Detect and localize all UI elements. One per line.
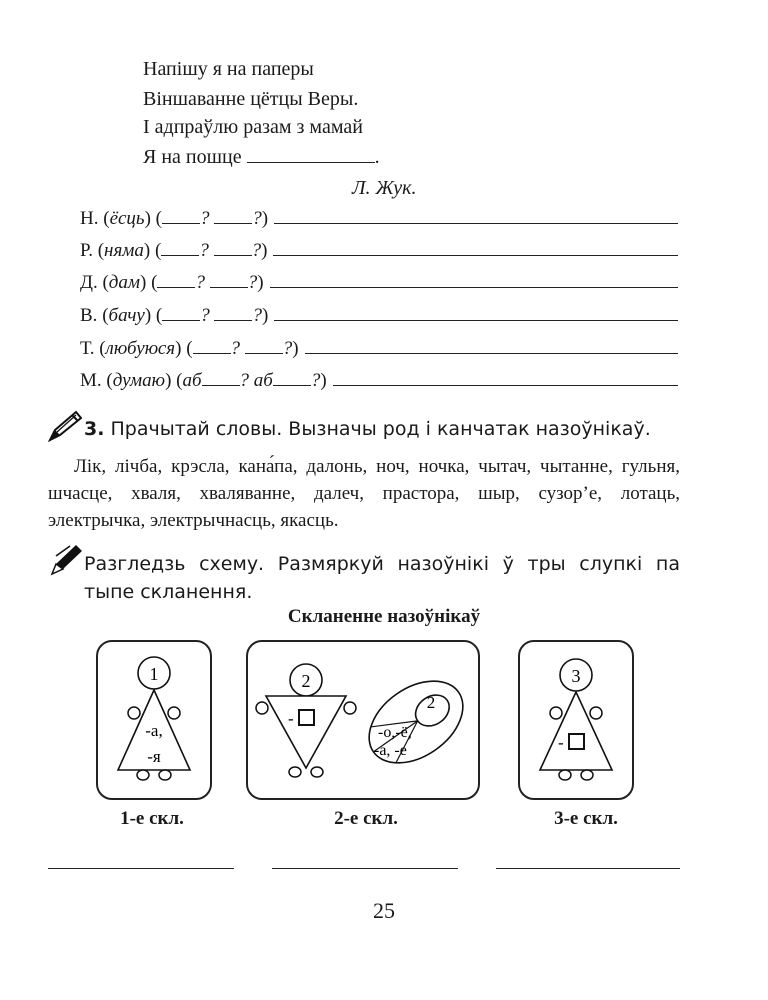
question-blank[interactable]	[162, 306, 200, 321]
case-helper-word: думаю	[112, 370, 166, 391]
poem-line-4	[143, 146, 380, 169]
task-3-number: 3.	[84, 418, 105, 440]
case-helper-word: ёсць	[109, 208, 145, 229]
question-blank[interactable]	[245, 339, 283, 354]
answer-line[interactable]	[305, 339, 678, 354]
fig2-oval-number: 2	[426, 693, 436, 712]
declension-1-label: 1-е скл.	[120, 808, 184, 829]
poem-line-2: Віншаванне цётцы Веры.	[143, 88, 359, 110]
question-mark: ?	[252, 305, 262, 326]
case-abbr: Н.	[80, 208, 99, 229]
question-blank[interactable]	[202, 371, 240, 386]
case-row-genitive: Р. (няма) ( ? ?)	[80, 240, 678, 266]
question-mark: ?	[200, 305, 210, 326]
task-3-header	[84, 418, 651, 440]
question-mark: ?	[310, 370, 321, 391]
question-mark: ?	[251, 240, 262, 261]
question-mark: ?	[252, 208, 262, 229]
fig3-dash: -	[558, 733, 564, 752]
answer-line[interactable]	[270, 273, 678, 288]
scheme-title: Скланенне назоўнікаў	[287, 606, 481, 627]
answer-line[interactable]	[274, 209, 678, 224]
declension-3-figure	[520, 642, 632, 798]
declension-2-card	[246, 640, 480, 800]
pencil-icon	[46, 410, 82, 442]
task-3-word-list: Лік, лічба, крэсла, кана́па, далонь, ноч, ночка, чытач, чытанне, гульня, шчасце, хваля, хваляванне, далеч, прастора, шыр, сузор’е, лотаць, электрычка, электрычнасць, якасць.	[48, 456, 680, 531]
answer-line[interactable]	[333, 371, 678, 386]
poem-author: Л. Жук.	[352, 177, 417, 199]
question-blank[interactable]	[214, 241, 252, 256]
question-mark: ?	[239, 370, 250, 391]
poem-blank[interactable]	[247, 146, 375, 163]
poem-line-3: І адпраўлю разам з мамай	[143, 116, 363, 138]
pen-icon	[48, 542, 84, 576]
case-row-nominative: Н. (ёсць) ( ? ?)	[80, 208, 678, 234]
question-blank[interactable]	[162, 209, 200, 224]
question-mark: ?	[199, 240, 209, 261]
fig1-ending-a: -а,	[145, 721, 163, 740]
declension-3-label: 3-е скл.	[554, 808, 618, 829]
case-abbr: Т.	[80, 338, 95, 359]
fig3-number: 3	[571, 666, 581, 686]
question-mark: ?	[195, 272, 205, 293]
question-blank[interactable]	[273, 371, 311, 386]
case-abbr: Д.	[80, 272, 98, 293]
declension-1-card	[96, 640, 212, 800]
answer-line-declension-3[interactable]	[496, 868, 680, 869]
case-abbr: М.	[80, 370, 102, 391]
answer-line-declension-2[interactable]	[272, 868, 458, 869]
case-row-locative: М. (думаю) (аб ? аб ?)	[80, 370, 678, 396]
fig1-number: 1	[149, 664, 159, 684]
case-row-dative: Д. (дам) ( ? ?)	[80, 272, 678, 298]
fig1-ending-ya: -я	[147, 747, 161, 766]
declension-1-figure	[98, 642, 210, 798]
question-blank[interactable]	[214, 209, 252, 224]
question-blank[interactable]	[157, 273, 195, 288]
fig2-dash: -	[288, 709, 294, 728]
question-blank[interactable]	[161, 241, 199, 256]
answer-line[interactable]	[274, 306, 678, 321]
question-blank[interactable]	[210, 273, 248, 288]
case-abbr: Р.	[80, 240, 93, 261]
poem-line-1: Напішу я на паперы	[143, 58, 314, 80]
question-mark: ?	[247, 272, 258, 293]
task-4-instruction: Разгледзь схему. Размяркуй назоўнікі ў тры слупкі па тыпе скланення.	[84, 553, 680, 603]
answer-line[interactable]	[273, 241, 678, 256]
question-mark: ?	[282, 338, 293, 359]
poem-last-line-text: Я на пошце	[143, 146, 242, 168]
question-mark: ?	[230, 338, 241, 359]
question-mark: ?	[199, 208, 210, 229]
case-helper-word: любуюся	[105, 338, 176, 359]
case-prefix: аб	[253, 370, 273, 391]
fig2-number: 2	[301, 671, 311, 691]
question-blank[interactable]	[214, 306, 252, 321]
case-helper-word: дам	[108, 272, 141, 293]
fig2-ending-a-e: -а, -е	[374, 742, 407, 759]
declension-3-card	[518, 640, 634, 800]
declension-2-figure	[248, 642, 478, 798]
case-helper-word: бачу	[108, 305, 145, 326]
case-row-instrumental: Т. (любуюся) ( ? ?)	[80, 338, 678, 364]
answer-line-declension-1[interactable]	[48, 868, 234, 869]
task-3-words	[48, 453, 680, 534]
case-abbr: В.	[80, 305, 98, 326]
page-number: 25	[373, 898, 395, 923]
question-blank[interactable]	[193, 339, 231, 354]
task-3-instruction: Прачытай словы. Вызначы род і канчатак назоўнікаў.	[110, 418, 651, 440]
case-helper-word: няма	[104, 240, 144, 261]
declension-2-label: 2-е скл.	[334, 808, 398, 829]
case-prefix: аб	[182, 370, 202, 391]
case-row-accusative: В. (бачу) ( ? ?)	[80, 305, 678, 331]
fig2-ending-o-yo: -о,-ё,	[378, 724, 412, 741]
poem-last-punct: .	[374, 146, 380, 168]
